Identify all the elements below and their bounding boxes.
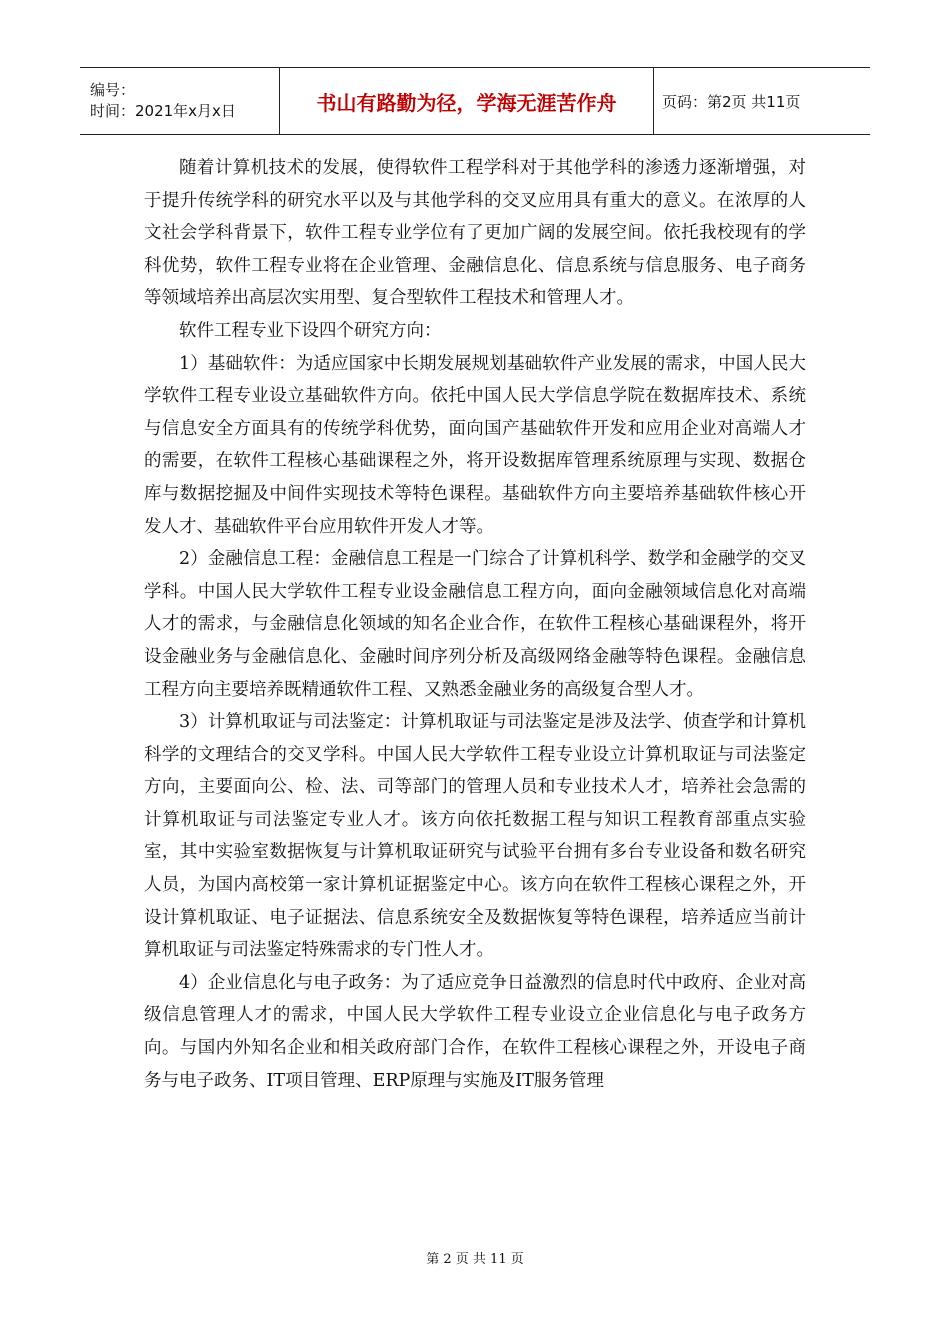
header-meta [80, 68, 280, 134]
header-page-info: 页码：第2页 共11页 [662, 92, 801, 111]
body-paragraph: 软件工程专业下设四个研究方向： [179, 320, 442, 341]
document-body [144, 152, 806, 1097]
page-footer: 第 2 页 共 11 页 [426, 1252, 524, 1267]
document-date: 时间：2021年x月x日 [90, 102, 236, 120]
body-paragraph: 1）基础软件：为适应国家中长期发展规划基础软件产业发展的需求，中国人民大学软件工程专业设立基础软件方向。依托中国人民大学信息学院在数据库技术、系统与信息安全方面具有的传统学科优势，面向国产基础软件开发和应用企业对高端人才的需要，在软件工程核心基础课程之外，将开设数据库管理系统原理与实现、数据仓库与数据挖掘及中间件实现技术等特色课程。基础软件方向主要培养基础软件核心开发人才、基础软件平台应用软件开发人才等。 [144, 353, 806, 537]
body-paragraph: 3）计算机取证与司法鉴定：计算机取证与司法鉴定是涉及法学、侦查学和计算机科学的文理结合的交叉学科。中国人民大学软件工程专业设立计算机取证与司法鉴定方向，主要面向公、检、法、司等部门的管理人员和专业技术人才，培养社会急需的计算机取证与司法鉴定专业人才。该方向依托数据工程与知识工程教育部重点实验室，其中实验室数据恢复与计算机取证研究与试验平台拥有多台专业设备和数名研究人员，为国内高校第一家计算机证据鉴定中心。该方向在软件工程核心课程之外，开设计算机取证、电子证据法、信息系统安全及数据恢复等特色课程，培养适应当前计算机取证与司法鉴定特殊需求的专门性人才。 [144, 712, 806, 961]
document-number: 编号： [90, 81, 136, 99]
page-header [80, 67, 870, 135]
body-paragraph: 4）企业信息化与电子政务：为了适应竞争日益激烈的信息时代中政府、企业对高级信息管理人才的需求，中国人民大学软件工程专业设立企业信息化与电子政务方向。与国内外知名企业和相关政府部门合作，在软件工程核心课程之外，开设电子商务与电子政务、IT项目管理、ERP原理与实施及IT服务管理 [144, 972, 806, 1091]
body-paragraph: 2）金融信息工程：金融信息工程是一门综合了计算机科学、数学和金融学的交叉学科。中国人民大学软件工程专业设金融信息工程方向，面向金融领域信息化对高端人才的需求，与金融信息化领域的知名企业合作，在软件工程核心基础课程外，将开设金融业务与金融信息化、金融时间序列分析及高级网络金融等特色课程。金融信息工程方向主要培养既精通软件工程、又熟悉金融业务的高级复合型人才。 [144, 549, 806, 700]
body-paragraph: 随着计算机技术的发展，使得软件工程学科对于其他学科的渗透力逐渐增强，对于提升传统学科的研究水平以及与其他学科的交叉应用具有重大的意义。在浓厚的人文社会学科背景下，软件工程专业学位有了更加广阔的发展空间。依托我校现有的学科优势，软件工程专业将在企业管理、金融信息化、信息系统与信息服务、电子商务等领域培养出高层次实用型、复合型软件工程技术和管理人才。 [144, 158, 806, 309]
header-motto: 书山有路勤为径，学海无涯苦作舟 [280, 68, 654, 134]
